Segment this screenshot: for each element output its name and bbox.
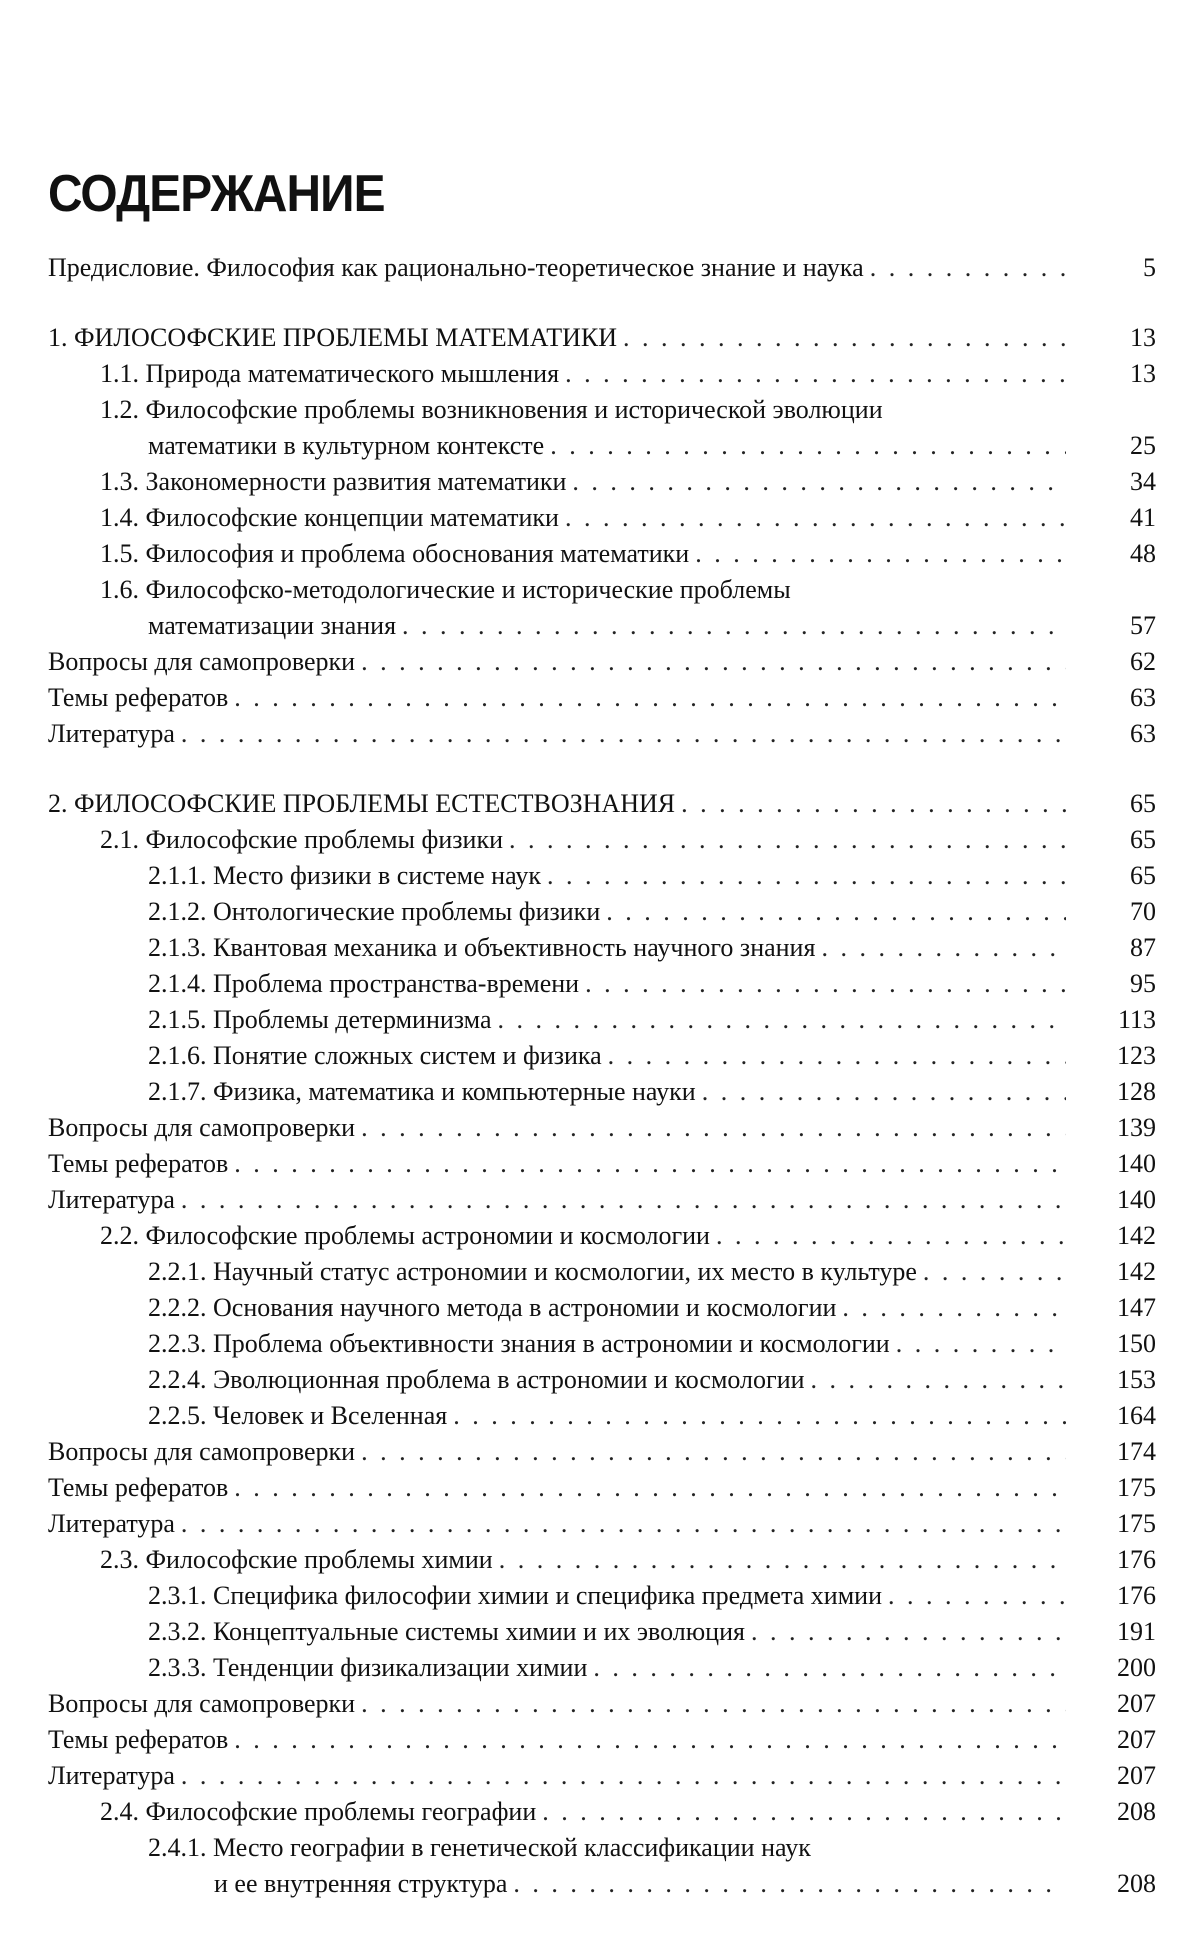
toc-entry <box>0 1183 1200 1217</box>
toc-page-number: 62 <box>1130 647 1156 676</box>
dot-leader <box>509 823 1066 857</box>
toc-entry-line <box>100 501 1066 535</box>
toc-page-number: 200 <box>1117 1653 1156 1682</box>
toc-entry-line <box>148 1255 1066 1289</box>
toc-entry <box>0 931 1200 965</box>
toc-page-number: 113 <box>1117 1005 1156 1034</box>
toc-entry-title: 2.3. Философские проблемы химии <box>100 1545 493 1574</box>
toc-entry-line <box>100 1219 1066 1253</box>
toc-entry <box>0 717 1200 751</box>
toc-entry-title: Темы рефератов <box>48 1149 229 1178</box>
dot-leader <box>453 1399 1066 1433</box>
toc-entry <box>0 681 1200 715</box>
toc-entry <box>0 501 1200 535</box>
toc-entry <box>0 895 1200 929</box>
toc-entry-title: Литература <box>48 1185 175 1214</box>
toc-entry <box>0 393 1200 427</box>
toc-page-number: 87 <box>1130 933 1156 962</box>
toc-page-number: 164 <box>1117 1401 1156 1430</box>
dot-leader <box>565 357 1066 391</box>
toc-entry-title: 2.4.1. Место географии в генетической классификации наук <box>148 1833 811 1862</box>
toc-entry-title: Вопросы для самопроверки <box>48 647 356 676</box>
toc-page-number: 147 <box>1117 1293 1156 1322</box>
toc-page-number: 142 <box>1117 1221 1156 1250</box>
dot-leader <box>695 537 1066 571</box>
toc-page-number: 25 <box>1130 431 1156 460</box>
toc-entry <box>0 1687 1200 1721</box>
toc-entry-title: 2.1.1. Место физики в системе наук <box>148 861 541 890</box>
toc-entry-title: 1.6. Философско-методологические и исторические проблемы <box>100 575 791 604</box>
toc-entry-line <box>148 895 1066 929</box>
toc-entry <box>0 1435 1200 1469</box>
dot-leader <box>681 787 1066 821</box>
toc-entry-line <box>148 429 1066 463</box>
toc-entry <box>0 465 1200 499</box>
toc-entry-title: Литература <box>48 719 175 748</box>
toc-entry-line <box>148 931 1066 965</box>
toc-page-number: 176 <box>1117 1581 1156 1610</box>
dot-leader <box>499 1543 1066 1577</box>
toc-entry-line <box>48 787 1066 821</box>
dot-leader <box>565 501 1066 535</box>
dot-leader <box>572 465 1066 499</box>
toc-entry <box>0 1327 1200 1361</box>
toc-page-number: 139 <box>1117 1113 1156 1142</box>
dot-leader <box>402 609 1066 643</box>
toc-entry-line <box>148 967 1066 1001</box>
dot-leader <box>547 859 1066 893</box>
toc-entry-line <box>148 859 1066 893</box>
toc-entry-title: 2.3.2. Концептуальные системы химии и их эволюция <box>148 1617 745 1646</box>
toc-entry <box>0 1471 1200 1505</box>
dot-leader <box>361 645 1066 679</box>
toc-entry-title: 1.5. Философия и проблема обоснования математики <box>100 539 690 568</box>
page-title: СОДЕРЖАНИЕ <box>48 165 385 223</box>
toc-entry-line <box>48 1507 1066 1541</box>
toc-entry-line <box>48 1723 1066 1757</box>
toc-entry-title: Литература <box>48 1509 175 1538</box>
toc-entry-line <box>148 1579 1066 1613</box>
toc-entry-line <box>48 1111 1066 1145</box>
toc-entry-line <box>148 609 1066 643</box>
toc-entry <box>0 1723 1200 1757</box>
toc-page-number: 63 <box>1130 683 1156 712</box>
toc-entry-line <box>148 1399 1066 1433</box>
toc-entry-title: Вопросы для самопроверки <box>48 1689 356 1718</box>
toc-entry <box>0 1615 1200 1649</box>
toc-entry <box>0 1507 1200 1541</box>
toc-page-number: 95 <box>1130 969 1156 998</box>
toc-entry-title: 2. ФИЛОСОФСКИЕ ПРОБЛЕМЫ ЕСТЕСТВОЗНАНИЯ <box>48 789 676 818</box>
toc-page-number: 5 <box>1143 253 1156 282</box>
dot-leader <box>542 1795 1066 1829</box>
toc-entry <box>0 1651 1200 1685</box>
toc-entry-line <box>214 1867 1066 1901</box>
toc-entry-title: Темы рефератов <box>48 683 229 712</box>
toc-entry <box>0 609 1200 643</box>
toc-entry-title: 2.1.7. Физика, математика и компьютерные науки <box>148 1077 696 1106</box>
dot-leader <box>585 967 1066 1001</box>
toc-page-number: 57 <box>1130 611 1156 640</box>
toc-entry-title: математизации знания <box>148 611 397 640</box>
toc-entry-title: 2.1.4. Проблема пространства-времени <box>148 969 580 998</box>
dot-leader <box>888 1579 1066 1613</box>
toc-entry-title: 1.2. Философские проблемы возникновения и исторической эволюции <box>100 395 883 424</box>
dot-leader <box>513 1867 1066 1901</box>
toc-entry <box>0 573 1200 607</box>
toc-entry <box>0 1759 1200 1793</box>
toc-entry-line <box>100 357 1066 391</box>
toc-entry-title: 2.1.2. Онтологические проблемы физики <box>148 897 601 926</box>
dot-leader <box>821 931 1066 965</box>
toc-page-number: 48 <box>1130 539 1156 568</box>
dot-leader <box>181 1507 1066 1541</box>
toc-entry-title: 2.2. Философские проблемы астрономии и космологии <box>100 1221 710 1250</box>
toc-entry-line <box>100 537 1066 571</box>
toc-entry-line <box>48 1471 1066 1505</box>
toc-page-number: 207 <box>1117 1761 1156 1790</box>
toc-page-number: 208 <box>1117 1797 1156 1826</box>
dot-leader <box>234 1723 1066 1757</box>
toc-entry <box>0 1147 1200 1181</box>
toc-entry-line <box>100 1543 1066 1577</box>
toc-entry-title: 2.4. Философские проблемы географии <box>100 1797 537 1826</box>
dot-leader <box>234 1471 1066 1505</box>
toc-entry-title: Предисловие. Философия как рационально-теоретическое знание и наука <box>48 253 864 282</box>
dot-leader <box>497 1003 1066 1037</box>
toc-entry-title: 2.3.3. Тенденции физикализации химии <box>148 1653 588 1682</box>
dot-leader <box>751 1615 1066 1649</box>
toc-entry-title: 2.2.2. Основания научного метода в астрономии и космологии <box>148 1293 837 1322</box>
toc-entry-line <box>148 1291 1066 1325</box>
toc-entry <box>0 967 1200 1001</box>
toc-entry-title: 2.1. Философские проблемы физики <box>100 825 504 854</box>
toc-entry <box>0 1111 1200 1145</box>
dot-leader <box>716 1219 1066 1253</box>
dot-leader <box>550 429 1066 463</box>
dot-leader <box>606 895 1066 929</box>
toc-entry <box>0 787 1200 821</box>
toc-entry <box>0 1255 1200 1289</box>
toc-entry-title: Темы рефератов <box>48 1725 229 1754</box>
toc-page-number: 123 <box>1117 1041 1156 1070</box>
toc-page-number: 63 <box>1130 719 1156 748</box>
toc-entry <box>0 251 1200 285</box>
toc-page-number: 191 <box>1117 1617 1156 1646</box>
dot-leader <box>181 1759 1066 1793</box>
toc-entry-title: 2.1.3. Квантовая механика и объективность научного знания <box>148 933 816 962</box>
toc-entry-title: 2.2.5. Человек и Вселенная <box>148 1401 448 1430</box>
toc-page-number: 150 <box>1117 1329 1156 1358</box>
toc-page-number: 34 <box>1130 467 1156 496</box>
dot-leader <box>361 1687 1066 1721</box>
toc-page-number: 153 <box>1117 1365 1156 1394</box>
dot-leader <box>608 1039 1066 1073</box>
toc-entry-line <box>148 1651 1066 1685</box>
toc-entry-title: математики в культурном контексте <box>148 431 545 460</box>
toc-page-number: 13 <box>1130 359 1156 388</box>
toc-page-number: 65 <box>1130 825 1156 854</box>
toc-entry-title: Темы рефератов <box>48 1473 229 1502</box>
toc-page-number: 176 <box>1117 1545 1156 1574</box>
toc-entry-title: 2.2.1. Научный статус астрономии и космологии, их место в культуре <box>148 1257 917 1286</box>
toc-entry-title: 2.1.5. Проблемы детерминизма <box>148 1005 492 1034</box>
toc-entry-line <box>48 1147 1066 1181</box>
toc-entry <box>0 1867 1200 1901</box>
toc-entry <box>0 357 1200 391</box>
dot-leader <box>234 681 1066 715</box>
dot-leader <box>181 1183 1066 1217</box>
toc-entry-title: 1.1. Природа математического мышления <box>100 359 560 388</box>
toc-entry-title: 2.3.1. Специфика философии химии и специфика предмета химии <box>148 1581 882 1610</box>
toc-entry-title: Вопросы для самопроверки <box>48 1113 356 1142</box>
toc-entry-line <box>100 1795 1066 1829</box>
toc-entry <box>0 1003 1200 1037</box>
dot-leader <box>623 321 1066 355</box>
toc-entry-line <box>48 251 1066 285</box>
toc-entry <box>0 823 1200 857</box>
toc-entry-line <box>48 321 1066 355</box>
toc-entry-title: 2.2.4. Эволюционная проблема в астрономии и космологии <box>148 1365 805 1394</box>
toc-entry-line <box>48 1183 1066 1217</box>
toc-entry <box>0 1543 1200 1577</box>
dot-leader <box>896 1327 1066 1361</box>
toc-entry <box>0 1831 1200 1865</box>
toc-entry <box>0 1399 1200 1433</box>
toc-page-number: 175 <box>1117 1473 1156 1502</box>
toc-entry-line <box>48 1435 1066 1469</box>
toc-entry-line <box>48 681 1066 715</box>
toc-entry-title: 2.2.3. Проблема объективности знания в астрономии и космологии <box>148 1329 890 1358</box>
dot-leader <box>870 251 1066 285</box>
toc-entry <box>0 429 1200 463</box>
toc-page-number: 142 <box>1117 1257 1156 1286</box>
toc-entry-line <box>100 823 1066 857</box>
toc-entry <box>0 1219 1200 1253</box>
toc-page-number: 208 <box>1117 1869 1156 1898</box>
dot-leader <box>811 1363 1066 1397</box>
dot-leader <box>234 1147 1066 1181</box>
toc-entry-title: 2.1.6. Понятие сложных систем и физика <box>148 1041 602 1070</box>
toc-entry <box>0 859 1200 893</box>
toc-entry-line <box>48 1687 1066 1721</box>
toc-entry-line <box>48 645 1066 679</box>
toc-entry-line <box>148 1327 1066 1361</box>
toc-entry <box>0 1579 1200 1613</box>
toc-entry <box>0 645 1200 679</box>
dot-leader <box>702 1075 1066 1109</box>
toc-page-number: 207 <box>1117 1725 1156 1754</box>
toc-page-number: 70 <box>1130 897 1156 926</box>
toc-page-number: 140 <box>1117 1185 1156 1214</box>
toc-entry-line <box>48 717 1066 751</box>
toc-page-number: 128 <box>1117 1077 1156 1106</box>
dot-leader <box>842 1291 1066 1325</box>
toc-entry-line <box>148 1039 1066 1073</box>
toc-page-number: 174 <box>1117 1437 1156 1466</box>
toc-entry <box>0 1291 1200 1325</box>
toc-entry-line <box>148 1615 1066 1649</box>
toc-entry-title: Вопросы для самопроверки <box>48 1437 356 1466</box>
toc-page-number: 41 <box>1130 503 1156 532</box>
toc-page-number: 65 <box>1130 789 1156 818</box>
toc-entry-title: 1. ФИЛОСОФСКИЕ ПРОБЛЕМЫ МАТЕМАТИКИ <box>48 323 618 352</box>
toc-entry-title: 1.3. Закономерности развития математики <box>100 467 567 496</box>
dot-leader <box>181 717 1066 751</box>
toc-entry-line <box>148 1075 1066 1109</box>
toc-entry <box>0 1039 1200 1073</box>
toc-entry-line <box>148 1363 1066 1397</box>
toc-page-number: 65 <box>1130 861 1156 890</box>
dot-leader <box>593 1651 1066 1685</box>
toc-entry-line <box>48 1759 1066 1793</box>
toc-entry-title: 1.4. Философские концепции математики <box>100 503 559 532</box>
toc-page-number: 140 <box>1117 1149 1156 1178</box>
toc-page-number: 207 <box>1117 1689 1156 1718</box>
toc-page-number: 13 <box>1130 323 1156 352</box>
toc-entry-line <box>148 1003 1066 1037</box>
toc-entry <box>0 321 1200 355</box>
toc-entry-title: Литература <box>48 1761 175 1790</box>
toc-entry-title: и ее внутренняя структура <box>214 1869 508 1898</box>
dot-leader <box>923 1255 1066 1289</box>
toc-entry-line <box>100 465 1066 499</box>
dot-leader <box>361 1111 1066 1145</box>
toc-page-number: 175 <box>1117 1509 1156 1538</box>
dot-leader <box>361 1435 1066 1469</box>
toc-entry <box>0 1795 1200 1829</box>
toc-entry <box>0 537 1200 571</box>
toc-entry <box>0 1363 1200 1397</box>
toc-entry <box>0 1075 1200 1109</box>
